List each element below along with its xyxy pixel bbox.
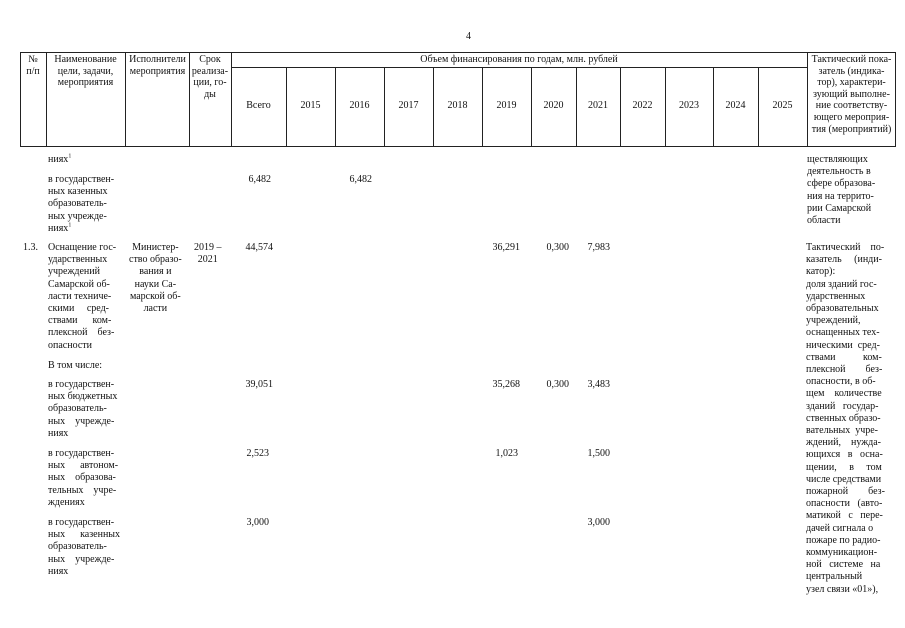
header-year-2018: 2018: [447, 100, 468, 111]
row-1-3-total: 44,574: [245, 242, 273, 253]
row-state-kazennye-2016: 6,482: [349, 174, 372, 185]
indicator-text-top: ществляющих деятельность в сфере образова- ния на террито- рии Самарской области: [807, 154, 876, 227]
page-number: 4: [466, 31, 471, 42]
header-col-executor: Исполнители мероприятия: [129, 54, 186, 77]
row-autonomous-2019: 1,023: [495, 448, 518, 459]
row-state-kazennye-name: в государствен- ных казенных образователь- ных учрежде- ниях$^1$: [48, 174, 115, 234]
row-kazennye-total: 3,000: [246, 517, 269, 528]
header-col-indicator: Тактический пока- затель (индика- тор), характери- зующий выполне- ние соответству- ющего мероприя- тия (мероприятий): [811, 54, 892, 135]
row-budget-total: 39,051: [245, 379, 273, 390]
row-continuation-name: ниях$^1$: [48, 153, 72, 165]
row-1-3-name: Оснащение гос- ударственных учреждений Самарской об- ласти техниче- скими сред- ствами ком- плексной без- опасности: [48, 242, 117, 351]
row-1-3-number: 1.3.: [23, 242, 38, 253]
row-autonomous-2021: 1,500: [587, 448, 610, 459]
row-including-label: В том числе:: [48, 360, 103, 371]
row-1-3-2021: 7,983: [587, 242, 610, 253]
row-kazennye-2021: 3,000: [587, 517, 610, 528]
row-1-3-term: 2019 – 2021: [194, 242, 222, 266]
row-budget-2019: 35,268: [492, 379, 520, 390]
header-year-2020: 2020: [543, 100, 564, 111]
header-year-2017: 2017: [398, 100, 419, 111]
header-col-term: Срок реализа- ции, го- ды: [191, 54, 229, 100]
header-year-2025: 2025: [772, 100, 793, 111]
header-year-2019: 2019: [496, 100, 517, 111]
row-budget-name: в государствен- ных бюджетных образователь- ных учрежде- ниях: [48, 379, 118, 439]
header-year-2023: 2023: [679, 100, 699, 111]
row-kazennye-name: в государствен- ных казенных образователь- ных учрежде- ниях: [48, 517, 121, 577]
header-year-2021: 2021: [588, 100, 608, 111]
header-col-name: Наименование цели, задачи, мероприятия: [54, 54, 117, 88]
header-year-2015: 2015: [300, 100, 321, 111]
row-state-kazennye-total: 6,482: [248, 174, 271, 185]
row-1-3-2019: 36,291: [492, 242, 520, 253]
row-budget-2020: 0,300: [546, 379, 569, 390]
header-col-number: № п/п: [26, 54, 40, 77]
row-autonomous-name: в государствен- ных автоном- ных образова- тельных учре- ждениях: [48, 448, 119, 508]
header-year-2016: 2016: [349, 100, 370, 111]
indicator-text-main: Тактический по- казатель (инди- катор): доля зданий гос- ударственных образовательных учреждений, оснащенных тех- ническими сред- ствами ком- плексной без- опасности, в об- щем количестве зданий государ- ственных образо- вательных учре- ждений, нужда- ющихся в осна- щении, в том числе средствами пожарной без- опасности (авто- матикой с пере- дачей сигнала о пожаре по радио- коммуникацион- ной системе на центральный узел связи «01»),: [806, 242, 885, 595]
header-col-total: Всего: [246, 100, 271, 111]
row-autonomous-total: 2,523: [246, 448, 269, 459]
header-year-2024: 2024: [725, 100, 746, 111]
header-col-funding: Объем финансирования по годам, млн. рублей: [420, 54, 618, 65]
row-1-3-executor: Министер- ство образо- вания и науки Са- марской об- ласти: [129, 242, 182, 315]
header-year-2022: 2022: [632, 100, 653, 111]
row-budget-2021: 3,483: [587, 379, 610, 390]
row-1-3-2020: 0,300: [546, 242, 569, 253]
